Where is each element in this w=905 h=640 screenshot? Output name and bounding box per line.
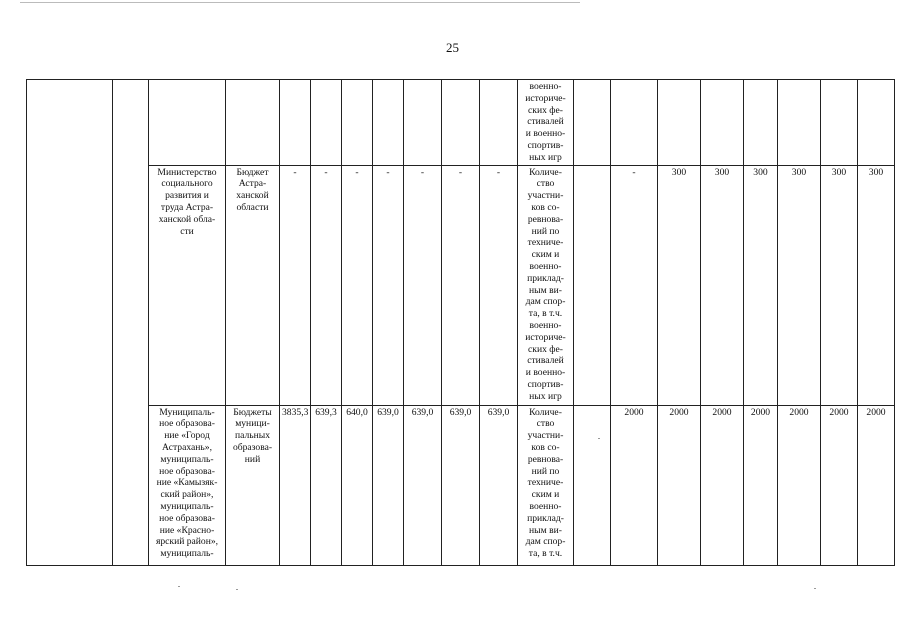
cell-empty xyxy=(311,80,342,166)
cell-empty xyxy=(778,80,821,166)
target-value: 2000 xyxy=(744,405,778,565)
target-value: 2000 xyxy=(611,405,658,565)
funding-value: 639,3 xyxy=(311,405,342,565)
funding-value: 640,0 xyxy=(342,405,373,565)
scan-speck xyxy=(178,586,180,587)
target-value: 300 xyxy=(778,165,821,405)
cell-empty xyxy=(574,165,611,405)
cell-empty xyxy=(373,80,404,166)
target-value: 2000 xyxy=(858,405,895,565)
funding-value: 639,0 xyxy=(373,405,404,565)
funding-source-cell: Бюджет Астра- ханской области xyxy=(226,165,280,405)
page-number: 25 xyxy=(446,40,459,55)
funding-value: 639,0 xyxy=(404,405,442,565)
cell-empty xyxy=(821,80,858,166)
funding-value: - xyxy=(280,165,311,405)
target-value: 300 xyxy=(744,165,778,405)
cell-empty xyxy=(149,80,226,166)
funding-value: 639,0 xyxy=(442,405,480,565)
target-value: 2000 xyxy=(821,405,858,565)
cell-empty xyxy=(701,80,744,166)
target-value: 2000 xyxy=(658,405,701,565)
scan-speck xyxy=(814,588,816,589)
executor-cell: Муниципаль- ное образова- ние «Город Астрахань», муниципаль- ное образова- ние «Камызяк- ский район», муниципаль- ное образова- ние «Красно- ярский район», муниципаль- xyxy=(149,405,226,565)
cell-empty xyxy=(611,80,658,166)
cell-empty xyxy=(744,80,778,166)
cell-empty xyxy=(226,80,280,166)
top-edge-line xyxy=(20,2,580,3)
cell-empty xyxy=(342,80,373,166)
funding-value: - xyxy=(311,165,342,405)
cell-empty xyxy=(658,80,701,166)
scan-speck xyxy=(598,438,600,439)
target-value: 300 xyxy=(658,165,701,405)
funding-value: - xyxy=(342,165,373,405)
indicator-cell: Количе- ство участни- ков со- ревнова- ний по техниче- ским и военно- приклад- ным ви- дам спор- та, в т.ч. xyxy=(518,405,574,565)
target-value: 2000 xyxy=(778,405,821,565)
cell-empty xyxy=(574,80,611,166)
target-value: 300 xyxy=(821,165,858,405)
indicator-cell: военно- историче- ских фе- стивалей и военно- спортив- ных игр xyxy=(518,80,574,166)
executor-cell: Министерство социального развития и труда Астра- ханской обла- сти xyxy=(149,165,226,405)
funding-source-cell: Бюджеты муници- пальных образова- ний xyxy=(226,405,280,565)
funding-value: - xyxy=(442,165,480,405)
cell-empty xyxy=(27,80,113,566)
cell-empty xyxy=(404,80,442,166)
funding-value: 639,0 xyxy=(480,405,518,565)
target-value: 300 xyxy=(701,165,744,405)
funding-value: - xyxy=(373,165,404,405)
table-row xyxy=(27,405,895,565)
scan-speck xyxy=(236,589,238,590)
cell-empty xyxy=(574,405,611,565)
target-value: 2000 xyxy=(701,405,744,565)
funding-value: - xyxy=(404,165,442,405)
target-value: - xyxy=(611,165,658,405)
cell-empty xyxy=(858,80,895,166)
cell-empty xyxy=(113,80,149,566)
table-row xyxy=(27,165,895,405)
funding-value: 3835,3 xyxy=(280,405,311,565)
funding-value: - xyxy=(480,165,518,405)
cell-empty xyxy=(280,80,311,166)
cell-empty xyxy=(480,80,518,166)
cell-empty xyxy=(442,80,480,166)
target-value: 300 xyxy=(858,165,895,405)
program-table xyxy=(26,79,895,566)
table-row xyxy=(27,80,895,166)
indicator-cell: Количе- ство участни- ков со- ревнова- ний по техниче- ским и военно- приклад- ным ви- дам спор- та, в т.ч. военно- историче- ских фе- стивалей и военно- спортив- ных игр xyxy=(518,165,574,405)
